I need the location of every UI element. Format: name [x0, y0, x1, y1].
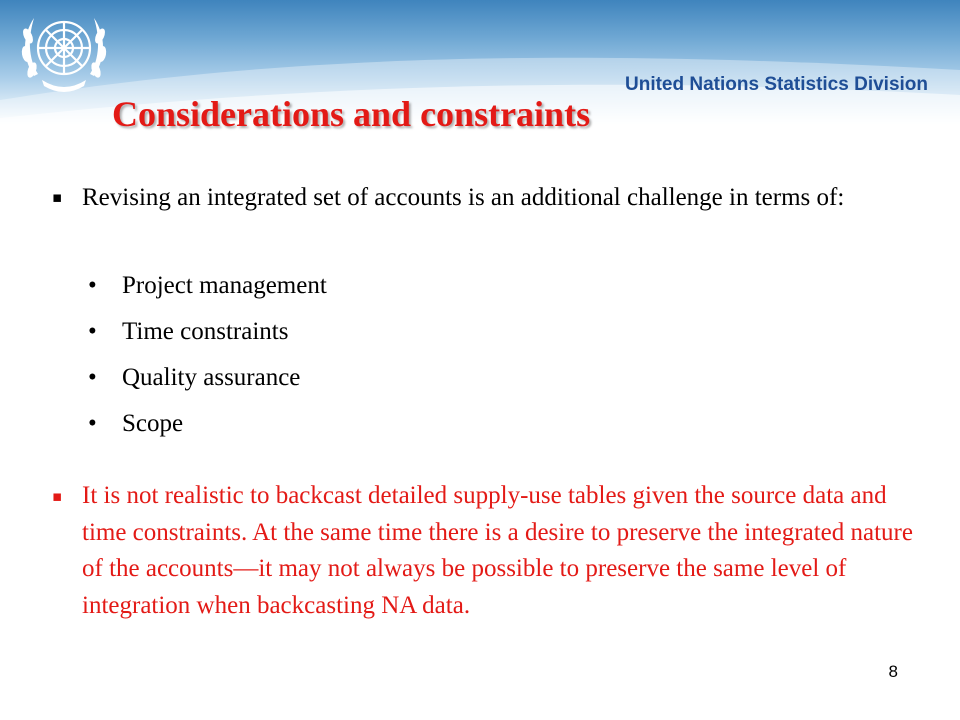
list-item	[88, 266, 327, 312]
square-bullet-icon: ▪	[52, 188, 63, 206]
page-number: 8	[888, 662, 898, 681]
list-item	[88, 312, 327, 358]
bullet-paragraph-2	[52, 478, 922, 624]
paragraph-2-text: It is not realistic to backcast detailed supply-use tables given the source data and time constraints. At the same time there is a desire to preserve the integrated nature of the accounts—it may not always be possible to preserve the same level of integration when backcasting NA data.	[82, 482, 913, 619]
square-bullet-icon: ▪	[52, 487, 63, 505]
dot-bullet-icon: •	[88, 364, 97, 391]
dot-bullet-icon: •	[88, 410, 97, 437]
un-emblem-icon	[14, 6, 114, 98]
list-item	[88, 358, 327, 404]
bullet-paragraph-1	[52, 176, 922, 219]
organization-name: United Nations Statistics Division	[625, 74, 928, 95]
list-item	[88, 404, 327, 450]
dot-bullet-icon: •	[88, 272, 97, 299]
sub-bullet-list	[88, 266, 327, 450]
dot-bullet-icon: •	[88, 318, 97, 345]
slide-title: Considerations and constraints	[112, 94, 591, 134]
list-item-label: Time constraints	[122, 318, 289, 345]
list-item-label: Quality assurance	[122, 364, 301, 391]
list-item-label: Scope	[122, 410, 184, 437]
list-item-label: Project management	[122, 272, 327, 299]
paragraph-1-text: Revising an integrated set of accounts is an additional challenge in terms of:	[82, 184, 845, 211]
